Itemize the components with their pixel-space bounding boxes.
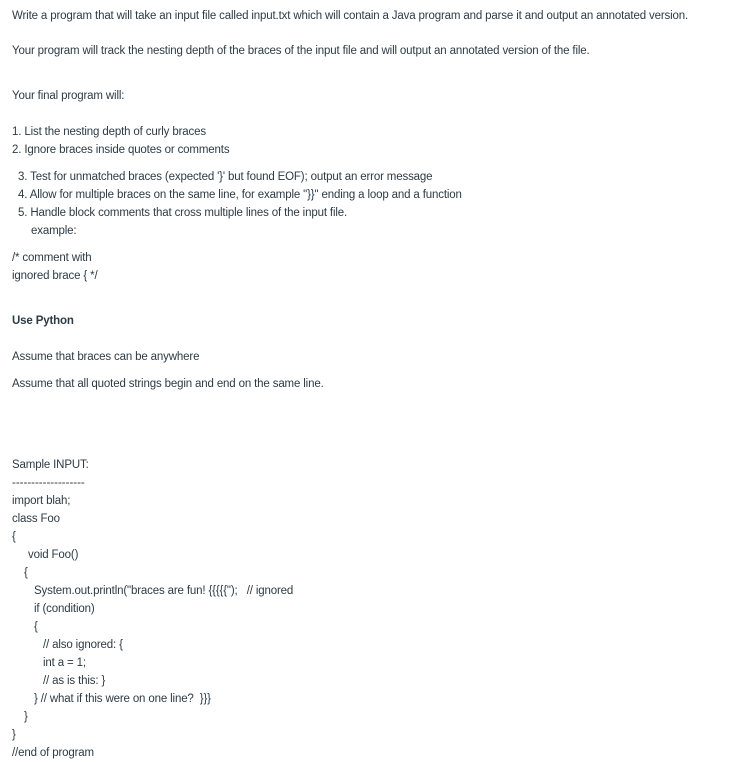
code-line: System.out.println("braces are fun! {{{{{"); // ignored (34, 585, 294, 597)
requirements-heading: Your final program will: (12, 90, 125, 102)
code-line: int a = 1; (43, 657, 86, 669)
requirement-item-4: 4. Allow for multiple braces on the same line, for example "}}" ending a loop and a function (18, 189, 462, 201)
code-line: { (12, 531, 16, 543)
requirement-item-3: 3. Test for unmatched braces (expected '}' but found EOF); output an error message (18, 171, 433, 183)
code-line: // also ignored: { (43, 639, 123, 651)
example-comment-line-1: /* comment with (12, 252, 92, 264)
code-line: } (24, 711, 28, 723)
code-line: } // what if this were on one line? }}} (34, 693, 211, 705)
intro-line-2: Your program will track the nesting depth of the braces of the input file and will output an annotated version of the file. (12, 45, 590, 57)
code-line: if (condition) (34, 603, 95, 615)
example-label: example: (31, 225, 77, 237)
code-line: // as is this: } (43, 675, 106, 687)
code-line: { (24, 567, 28, 579)
intro-line-1: Write a program that will take an input file called input.txt which will contain a Java program and parse it and output an annotated version. (12, 10, 689, 22)
assumption-braces: Assume that braces can be anywhere (12, 351, 200, 363)
code-line: import blah; (12, 495, 71, 507)
requirement-item-2: 2. Ignore braces inside quotes or comments (12, 144, 230, 156)
code-line: } (12, 729, 16, 741)
code-line: void Foo() (28, 549, 79, 561)
code-line: //end of program (12, 747, 94, 759)
example-comment-line-2: ignored brace { */ (12, 270, 98, 282)
sample-input-label: Sample INPUT: (12, 459, 89, 471)
sample-separator: ------------------- (12, 477, 85, 489)
language-note: Use Python (12, 315, 74, 327)
code-line: class Foo (12, 513, 60, 525)
requirement-item-1: 1. List the nesting depth of curly braces (12, 126, 206, 138)
code-line: { (34, 621, 38, 633)
requirement-item-5: 5. Handle block comments that cross multiple lines of the input file. (18, 207, 348, 219)
assumption-strings: Assume that all quoted strings begin and end on the same line. (12, 378, 324, 390)
